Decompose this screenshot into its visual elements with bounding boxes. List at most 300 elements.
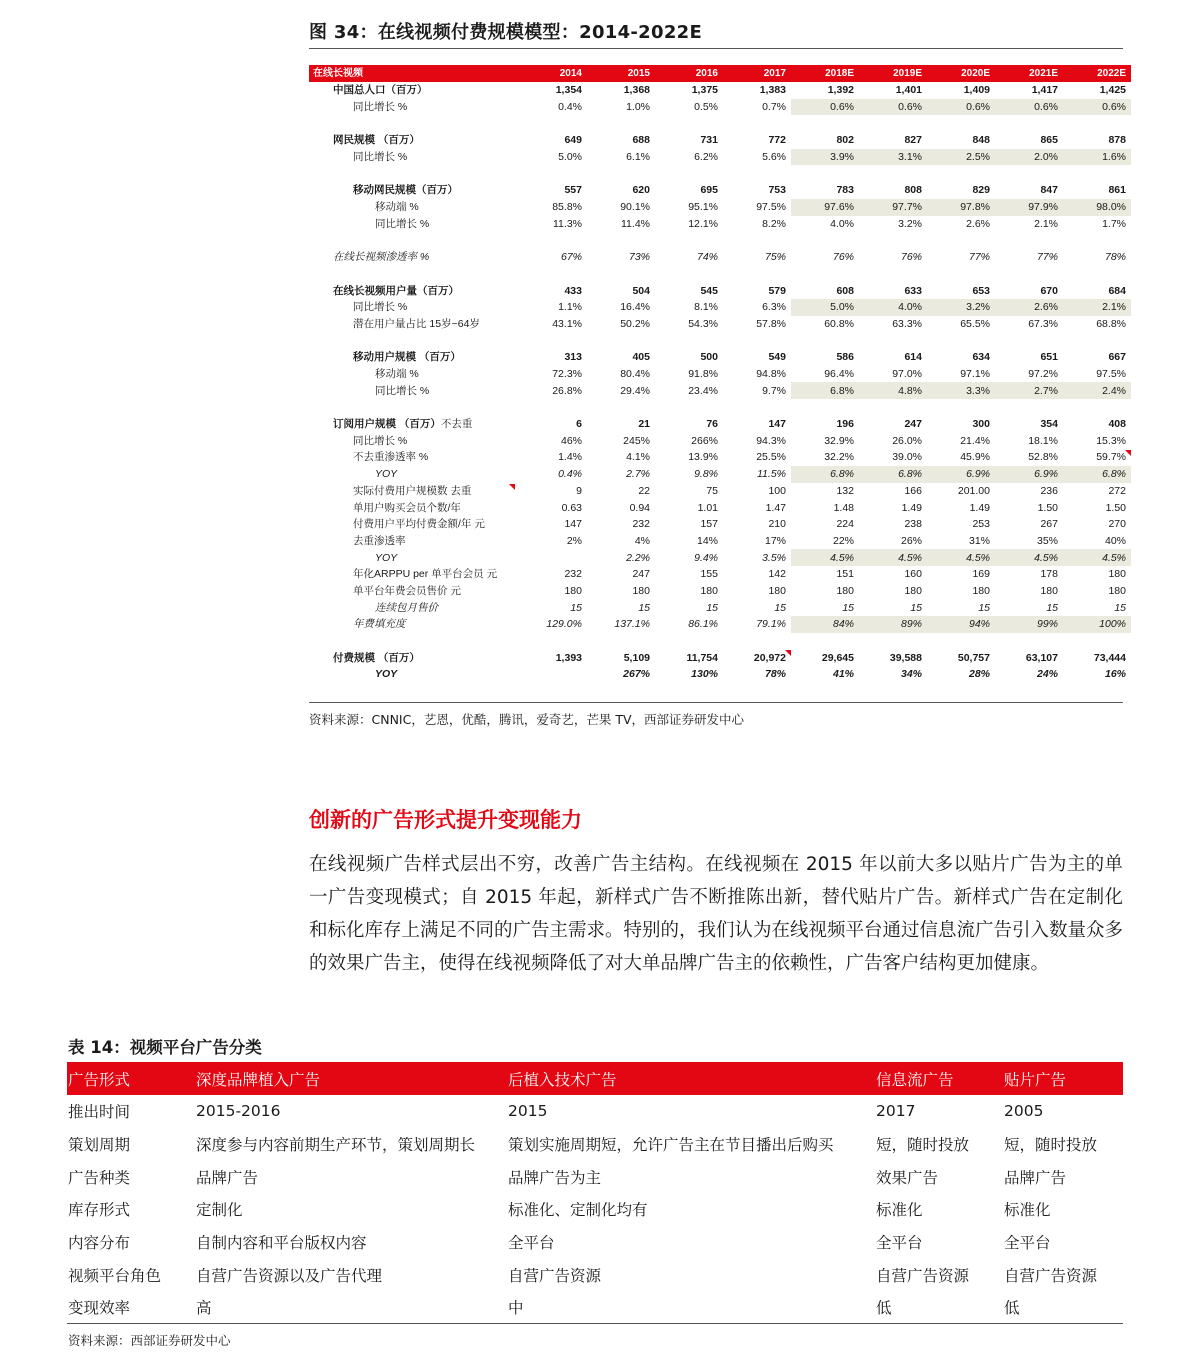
row-label <box>309 366 519 383</box>
value-cell: 0.63 <box>561 501 582 514</box>
row-label <box>309 583 519 600</box>
value-cell: 132 <box>836 484 854 497</box>
value-cell: 433 <box>564 284 582 297</box>
spacer-cell <box>309 332 1131 349</box>
value-cell: 201.00 <box>957 484 990 497</box>
row-label <box>309 132 519 149</box>
value-cell: 0.6% <box>1063 99 1131 116</box>
value-cell: 270 <box>1108 518 1126 531</box>
table14-cell: 策划实施周期短，允许广告主在节目播出后购买 <box>508 1136 834 1155</box>
value-cell: 22% <box>832 534 854 547</box>
value-cell: 2.4% <box>1063 382 1131 399</box>
value-cell: 59.7% <box>1063 449 1131 466</box>
section-heading: 创新的广告形式提升变现能力 <box>309 808 582 832</box>
value-cell: 847 <box>1040 184 1058 197</box>
spacer-row <box>309 399 1131 416</box>
value-cell: 579 <box>768 284 786 297</box>
table14-cell: 品牌广告为主 <box>508 1168 602 1187</box>
row-label <box>309 149 519 166</box>
value-cell: 649 <box>564 134 582 147</box>
value-cell: 180 <box>700 584 718 597</box>
value-cell: 34% <box>900 668 922 681</box>
figure-bottom-rule <box>309 702 1123 703</box>
table-row <box>309 182 1131 199</box>
value-cell: 4.8% <box>859 382 927 399</box>
spacer-row <box>309 266 1131 283</box>
value-cell: 4.5% <box>859 549 927 566</box>
row-label <box>309 299 519 316</box>
value-cell: 14% <box>696 534 718 547</box>
value-cell: 35% <box>1036 534 1058 547</box>
table14-bottom-rule <box>67 1323 1123 1324</box>
row-label-text: 同比增长 % <box>353 301 408 314</box>
value-cell: 3.9% <box>791 149 859 166</box>
value-cell: 180 <box>1108 584 1126 597</box>
table14-row <box>67 1226 1123 1259</box>
value-cell: 1,375 <box>691 84 718 97</box>
row-label-text: 不去重渗透率 % <box>353 451 429 464</box>
value-cell: 878 <box>1108 134 1126 147</box>
value-cell: 20,972 <box>723 649 791 666</box>
spacer-cell <box>309 115 1131 132</box>
value-cell: 17% <box>764 534 786 547</box>
value-cell: 827 <box>904 134 922 147</box>
table14-cell: 2015-2016 <box>196 1102 281 1121</box>
table14-cell: 2005 <box>1004 1102 1044 1121</box>
value-cell: 6.1% <box>626 151 650 164</box>
value-cell: 802 <box>836 134 854 147</box>
value-cell: 137.1% <box>614 618 650 631</box>
table-row <box>309 666 1131 683</box>
row-label-text: 同比增长 % <box>353 151 408 164</box>
value-cell: 670 <box>1040 284 1058 297</box>
value-cell: 11,754 <box>686 651 718 664</box>
table14-cell: 高 <box>196 1299 212 1318</box>
value-cell: 6.9% <box>927 466 995 483</box>
value-cell: 1.50 <box>1037 501 1058 514</box>
figure-title: 图 34：在线视频付费规模模型：2014-2022E <box>309 22 703 43</box>
value-cell: 1,409 <box>963 84 990 97</box>
row-label-text: 单平台年费会员售价 元 <box>353 584 461 597</box>
value-cell: 26% <box>900 534 922 547</box>
value-cell: 408 <box>1108 418 1126 431</box>
table14-row <box>67 1128 1123 1161</box>
value-cell: 653 <box>972 284 990 297</box>
table14-row <box>67 1258 1123 1291</box>
table14-cell: 短，随时投放 <box>876 1136 970 1155</box>
section-paragraph: 在线视频广告样式层出不穷，改善广告主结构。在线视频在 2015 年以前大多以贴片广告为主的单一广告变现模式；自 2015 年起，新样式广告不断推陈出新，替代贴片广告。新样式广告在定制化和标化库存上满足不同的广告主需求。特别的，我们认为在线视频平台通过信息流广告引入数量众多的效果广告主，使得在线视频降低了对大单品牌广告主的依赖性，广告客户结构更加健康。 <box>309 854 1124 974</box>
table-row <box>309 99 1131 116</box>
table-row <box>309 199 1131 216</box>
row-label <box>309 499 519 516</box>
value-cell: 97.2% <box>1028 368 1058 381</box>
value-cell: 31% <box>968 534 990 547</box>
value-cell: 15.3% <box>1096 434 1126 447</box>
value-cell: 1.50 <box>1105 501 1126 514</box>
value-cell: 3.5% <box>762 551 786 564</box>
value-cell: 50.2% <box>620 317 650 330</box>
value-cell: 2.6% <box>995 299 1063 316</box>
value-cell: 6.9% <box>995 466 1063 483</box>
value-cell: 6.8% <box>859 466 927 483</box>
value-cell: 0.94 <box>629 501 650 514</box>
table14-header-cell: 广告形式 <box>67 1062 195 1095</box>
value-cell: 15 <box>1114 601 1126 614</box>
value-cell: 80.4% <box>620 368 650 381</box>
value-cell: 160 <box>904 568 922 581</box>
value-cell: 180 <box>768 584 786 597</box>
header-year-cell: 2016 <box>655 65 723 82</box>
row-label <box>309 349 519 366</box>
spacer-row <box>309 232 1131 249</box>
value-cell: 253 <box>972 518 990 531</box>
value-cell: 3.2% <box>927 299 995 316</box>
value-cell: 89% <box>859 616 927 633</box>
value-cell: 60.8% <box>824 317 854 330</box>
header-year-cell: 2014 <box>519 65 587 82</box>
value-cell: 50,757 <box>957 651 990 664</box>
value-cell: 5,109 <box>623 651 650 664</box>
value-cell: 247 <box>632 568 650 581</box>
value-cell: 68.8% <box>1096 317 1126 330</box>
value-cell: 667 <box>1108 351 1126 364</box>
value-cell: 608 <box>836 284 854 297</box>
value-cell: 130% <box>691 668 718 681</box>
table14-header-cell: 深度品牌植入广告 <box>195 1062 507 1095</box>
value-cell: 634 <box>972 351 990 364</box>
row-label <box>309 649 519 666</box>
row-label-text: YOY <box>375 551 398 564</box>
row-label-text: YOY <box>375 668 398 681</box>
value-cell: 1.6% <box>1063 149 1131 166</box>
value-cell: 4.5% <box>927 549 995 566</box>
table-row <box>309 282 1131 299</box>
value-cell: 97.8% <box>927 199 995 216</box>
row-label <box>309 449 519 466</box>
value-cell: 96.4% <box>824 368 854 381</box>
row-label <box>309 616 519 633</box>
value-cell: 21.4% <box>960 434 990 447</box>
value-cell: 3.1% <box>859 149 927 166</box>
header-year-cell: 2017 <box>723 65 791 82</box>
value-cell: 54.3% <box>688 317 718 330</box>
table14-cell: 效果广告 <box>876 1168 939 1187</box>
value-cell: 557 <box>564 184 582 197</box>
value-cell: 21 <box>638 418 650 431</box>
value-cell: 9.7% <box>762 384 786 397</box>
spacer-row <box>309 115 1131 132</box>
figure-top-rule <box>309 48 1123 49</box>
value-cell: 11.5% <box>757 468 786 481</box>
table14-cell: 全平台 <box>876 1234 923 1253</box>
value-cell: 266% <box>691 434 718 447</box>
value-cell: 157 <box>700 518 718 531</box>
header-label-cell: 在线长视频 <box>309 65 519 82</box>
value-cell: 4.0% <box>830 217 854 230</box>
value-cell: 0.6% <box>791 99 859 116</box>
value-cell: 180 <box>1108 568 1126 581</box>
value-cell: 97.5% <box>1096 368 1126 381</box>
value-cell: 29,645 <box>821 651 854 664</box>
value-cell: 15 <box>910 601 922 614</box>
value-cell: 73% <box>628 251 650 264</box>
table-row <box>309 616 1131 633</box>
value-cell: 2.7% <box>626 468 650 481</box>
row-label-text: YOY <box>375 468 398 481</box>
value-cell: 354 <box>1040 418 1058 431</box>
value-cell: 808 <box>904 184 922 197</box>
value-cell: 95.1% <box>688 201 718 214</box>
value-cell: 1,392 <box>827 84 854 97</box>
row-label-text: 同比增长 % <box>353 101 408 114</box>
value-cell: 78% <box>764 668 786 681</box>
value-cell: 15 <box>842 601 854 614</box>
value-cell: 865 <box>1040 134 1058 147</box>
comment-marker-icon <box>509 484 515 490</box>
value-cell: 232 <box>564 568 582 581</box>
value-cell: 180 <box>972 584 990 597</box>
value-cell: 3.3% <box>927 382 995 399</box>
header-year-cell: 2020E <box>927 65 995 82</box>
table14-cell: 品牌广告 <box>1004 1168 1067 1187</box>
table-row <box>309 416 1131 433</box>
table-row <box>309 483 1131 500</box>
row-label <box>309 516 519 533</box>
table14-cell: 品牌广告 <box>196 1168 259 1187</box>
row-label <box>309 216 519 233</box>
value-cell: 97.5% <box>756 201 786 214</box>
value-cell: 2.7% <box>995 382 1063 399</box>
value-cell: 75% <box>764 251 786 264</box>
value-cell: 4.5% <box>995 549 1063 566</box>
value-cell: 8.2% <box>762 217 786 230</box>
value-cell: 300 <box>972 418 990 431</box>
table-row <box>309 432 1131 449</box>
table-row <box>309 82 1131 99</box>
table-row <box>309 132 1131 149</box>
row-label <box>309 566 519 583</box>
value-cell: 28% <box>968 668 990 681</box>
value-cell: 29.4% <box>620 384 650 397</box>
value-cell: 98.0% <box>1063 199 1131 216</box>
value-cell: 23.4% <box>688 384 718 397</box>
value-cell: 13.9% <box>688 451 718 464</box>
value-cell: 1.01 <box>697 501 718 514</box>
spacer-row <box>309 165 1131 182</box>
header-year-cell: 2018E <box>791 65 859 82</box>
value-cell: 178 <box>1040 568 1058 581</box>
value-cell: 46% <box>560 434 582 447</box>
value-cell: 1.1% <box>558 301 582 314</box>
value-cell: 247 <box>904 418 922 431</box>
value-cell: 6.8% <box>791 466 859 483</box>
table-row <box>309 516 1131 533</box>
value-cell: 15 <box>978 601 990 614</box>
value-cell: 9.4% <box>694 551 718 564</box>
table14-cell: 低 <box>876 1299 892 1318</box>
row-label <box>309 316 519 333</box>
table-row <box>309 366 1131 383</box>
row-label <box>309 483 519 500</box>
value-cell: 2.1% <box>1034 217 1058 230</box>
table-row <box>309 566 1131 583</box>
table14-cell: 全平台 <box>1004 1234 1051 1253</box>
row-label <box>309 199 519 216</box>
value-cell: 0.7% <box>762 101 786 114</box>
value-cell: 2.2% <box>626 551 650 564</box>
value-cell: 232 <box>632 518 650 531</box>
value-cell: 39.0% <box>892 451 922 464</box>
value-cell: 0.5% <box>694 101 718 114</box>
row-label <box>309 182 519 199</box>
value-cell: 2.1% <box>1063 299 1131 316</box>
value-cell: 210 <box>768 518 786 531</box>
row-label-text: 年化ARPPU per 单平台会员 元 <box>353 568 498 581</box>
value-cell: 4.0% <box>859 299 927 316</box>
value-cell: 0.6% <box>927 99 995 116</box>
value-cell: 1.4% <box>558 451 582 464</box>
row-label <box>309 82 519 99</box>
value-cell: 2.6% <box>966 217 990 230</box>
table14-header-cell: 贴片广告 <box>1003 1062 1123 1095</box>
value-cell: 43.1% <box>552 317 582 330</box>
spacer-cell <box>309 633 1131 650</box>
table-row <box>309 499 1131 516</box>
value-cell: 6.2% <box>694 151 718 164</box>
table14-row-label: 广告种类 <box>68 1168 131 1187</box>
value-cell: 79.1% <box>756 618 786 631</box>
value-cell: 4% <box>634 534 650 547</box>
value-cell: 142 <box>768 568 786 581</box>
value-cell: 11.3% <box>553 217 582 230</box>
table14-cell: 短，随时投放 <box>1004 1136 1098 1155</box>
value-cell: 504 <box>632 284 650 297</box>
value-cell: 73,444 <box>1093 651 1126 664</box>
value-cell: 2.5% <box>927 149 995 166</box>
table14-cell: 定制化 <box>196 1201 243 1220</box>
value-cell: 76% <box>900 251 922 264</box>
value-cell: 85.8% <box>552 201 582 214</box>
value-cell: 5.6% <box>762 151 786 164</box>
value-cell: 2.0% <box>995 149 1063 166</box>
row-label-text: 移动端 % <box>375 368 419 381</box>
value-cell: 77% <box>1036 251 1058 264</box>
value-cell: 65.5% <box>960 317 990 330</box>
row-label-text: 年费填充度 <box>353 618 406 631</box>
value-cell: 15 <box>706 601 718 614</box>
value-cell: 829 <box>972 184 990 197</box>
value-cell: 90.1% <box>620 201 650 214</box>
value-cell: 129.0% <box>546 618 582 631</box>
value-cell: 1.49 <box>901 501 922 514</box>
row-label-suffix: 不去重 <box>440 418 473 431</box>
table-header-row <box>309 65 1131 82</box>
value-cell: 238 <box>904 518 922 531</box>
ad-classification-table <box>67 1062 1123 1324</box>
table14-cell: 自营广告资源 <box>508 1266 602 1285</box>
row-label-text: 网民规模 （百万） <box>333 134 420 147</box>
payment-model-table <box>309 65 1131 683</box>
row-label <box>309 382 519 399</box>
row-label <box>309 249 519 266</box>
value-cell: 6 <box>576 418 582 431</box>
row-label-text: 同比增长 % <box>375 384 430 397</box>
value-cell: 26.0% <box>892 434 922 447</box>
table-row <box>309 583 1131 600</box>
table14-header-cell: 信息流广告 <box>875 1062 1003 1095</box>
value-cell: 72.3% <box>552 368 582 381</box>
table14-cell: 自营广告资源 <box>1004 1266 1098 1285</box>
table-row <box>309 299 1131 316</box>
spacer-cell <box>309 165 1131 182</box>
value-cell: 8.1% <box>694 301 718 314</box>
value-cell: 6.8% <box>1063 466 1131 483</box>
value-cell: 1,383 <box>759 84 786 97</box>
value-cell: 695 <box>700 184 718 197</box>
value-cell: 16% <box>1104 668 1126 681</box>
value-cell: 97.6% <box>791 199 859 216</box>
table-row <box>309 249 1131 266</box>
value-cell: 63,107 <box>1025 651 1058 664</box>
value-cell: 1,354 <box>555 84 582 97</box>
spacer-cell <box>309 266 1131 283</box>
value-cell: 147 <box>564 518 582 531</box>
value-cell: 169 <box>972 568 990 581</box>
row-label-text: 单用户购买会员个数/年 <box>353 501 461 514</box>
value-cell: 151 <box>836 568 854 581</box>
table14-cell: 自营广告资源以及广告代理 <box>196 1266 383 1285</box>
value-cell: 76% <box>832 251 854 264</box>
value-cell: 166 <box>904 484 922 497</box>
value-cell: 1,401 <box>895 84 922 97</box>
value-cell: 100% <box>1063 616 1131 633</box>
value-cell: 91.8% <box>688 368 718 381</box>
header-year-cell: 2021E <box>995 65 1063 82</box>
value-cell: 32.9% <box>824 434 854 447</box>
row-label <box>309 599 519 616</box>
value-cell: 861 <box>1108 184 1126 197</box>
value-cell: 40% <box>1104 534 1126 547</box>
row-label-text: 移动网民规模（百万） <box>353 184 458 197</box>
value-cell: 5.0% <box>558 151 582 164</box>
value-cell: 545 <box>700 284 718 297</box>
value-cell: 1,368 <box>623 84 650 97</box>
table-row <box>309 599 1131 616</box>
value-cell: 15 <box>638 601 650 614</box>
value-cell: 39,588 <box>889 651 922 664</box>
value-cell: 97.7% <box>859 199 927 216</box>
value-cell: 0.6% <box>859 99 927 116</box>
value-cell: 25.5% <box>756 451 786 464</box>
value-cell: 94.3% <box>756 434 786 447</box>
value-cell: 5.0% <box>791 299 859 316</box>
value-cell: 2% <box>566 534 582 547</box>
value-cell: 6.3% <box>762 301 786 314</box>
value-cell: 97.9% <box>995 199 1063 216</box>
value-cell: 4.5% <box>1063 549 1131 566</box>
value-cell: 32.2% <box>824 451 854 464</box>
row-label-text: 中国总人口（百万） <box>333 84 428 97</box>
value-cell: 18.1% <box>1028 434 1058 447</box>
table-row <box>309 533 1131 550</box>
table14-cell: 自制内容和平台版权内容 <box>196 1234 367 1253</box>
value-cell: 1.48 <box>833 501 854 514</box>
value-cell: 684 <box>1108 284 1126 297</box>
value-cell: 196 <box>836 418 854 431</box>
value-cell: 731 <box>700 134 718 147</box>
value-cell: 848 <box>972 134 990 147</box>
value-cell: 11.4% <box>621 217 650 230</box>
